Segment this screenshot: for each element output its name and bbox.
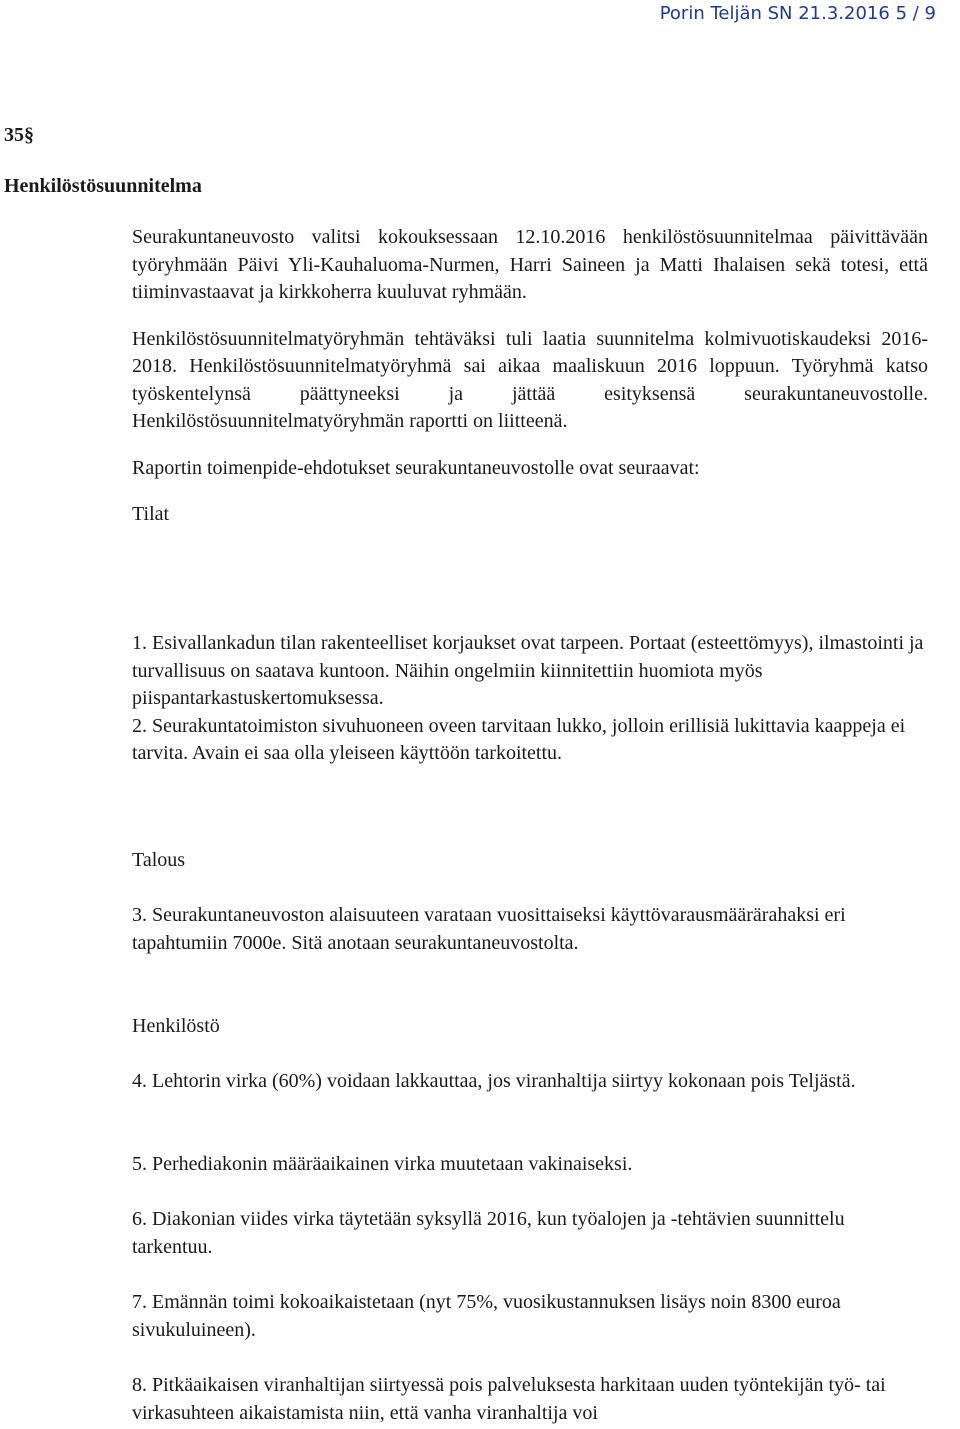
- header-page-number: 5 / 9: [895, 3, 936, 24]
- list-item: 2. Seurakuntatoimiston sivuhuoneen oveen tarvitaan lukko, jolloin erillisiä lukittavia kaappeja ei tarvita. Avain ei saa olla yleiseen käyttöön tarkoitettu.: [132, 714, 906, 764]
- header-document-info: Porin Teljän SN 21.3.2016: [659, 3, 890, 24]
- tilat-list: [132, 630, 928, 768]
- list-item: 8. Pitkäaikaisen viranhaltijan siirtyessä pois palveluksesta harkitaan uuden työntekijän työ- tai virkasuhteen aikaistamista niin, että vanha viranhaltija voi: [132, 1374, 886, 1424]
- page-header: [660, 3, 936, 24]
- henkilosto-section: [132, 1013, 928, 1041]
- henkilosto-item-5: [132, 1151, 928, 1179]
- list-item: 1. Esivallankadun tilan rakenteelliset korjaukset ovat tarpeen. Portaat (esteettömyys), ilmastointi ja turvallisuus on saatava kuntoon. Näihin ongelmiin kiinnitettiin huomiota myös piispantarkastuskertomuksessa.: [132, 632, 924, 709]
- henkilosto-item-8: [132, 1372, 928, 1427]
- list-item: 6. Diakonian viides virka täytetään syksyllä 2016, kun työalojen ja -tehtävien suunnittelu tarkentuu.: [132, 1208, 845, 1258]
- section-number: 35§: [4, 124, 34, 146]
- list-item: 4. Lehtorin virka (60%) voidaan lakkauttaa, jos viranhaltija siirtyy kokonaan pois Teljästä.: [132, 1070, 856, 1092]
- henkilosto-item-7: [132, 1289, 928, 1344]
- henkilosto-item-6: [132, 1206, 928, 1261]
- intro-text: [132, 224, 928, 529]
- section-title: Henkilöstösuunnitelma: [4, 175, 202, 197]
- list-item: 7. Emännän toimi kokoaikaistetaan (nyt 75%, vuosikustannuksen lisäys noin 8300 euroa sivukuluineen).: [132, 1291, 841, 1341]
- list-item: 5. Perhediakonin määräaikainen virka muutetaan vakinaiseksi.: [132, 1153, 633, 1175]
- talous-section: [132, 847, 928, 875]
- heading-tilat: Tilat: [132, 503, 170, 525]
- paragraph-working-group: Seurakuntaneuvosto valitsi kokouksessaan 12.10.2016 henkilöstösuunnitelmaa päivittävään työryhmään Päivi Yli-Kauhaluoma-Nurmen, Harri Saineen ja Matti Ihalaisen sekä totesi, että tiiminvastaavat ja kirkkoherra kuuluvat ryhmään.: [132, 226, 928, 303]
- paragraph-proposals-intro: Raportin toimenpide-ehdotukset seurakuntaneuvostolle ovat seuraavat:: [132, 456, 700, 479]
- talous-list: [132, 902, 928, 957]
- heading-talous: Talous: [132, 849, 186, 871]
- henkilosto-item-4: [132, 1068, 928, 1096]
- paragraph-task: Henkilöstösuunnitelmatyöryhmän tehtäväksi tuli laatia suunnitelma kolmivuotiskaudeksi 2016-2018. Henkilöstösuunnitelmatyöryhmä sai aikaa maaliskuun 2016 loppuun. Työryhmä katso työskentelynsä päättyneeksi ja jättää esityksensä seurakuntaneuvostolle. Henkilöstösuunnitelmatyöryhmän raportti on liitteenä.: [132, 327, 928, 432]
- heading-henkilosto: Henkilöstö: [132, 1015, 220, 1037]
- list-item: 3. Seurakuntaneuvoston alaisuuteen varataan vuosittaiseksi käyttövarausmäärärahaksi eri tapahtumiin 7000e. Sitä anotaan seurakuntaneuvostolta.: [132, 904, 846, 954]
